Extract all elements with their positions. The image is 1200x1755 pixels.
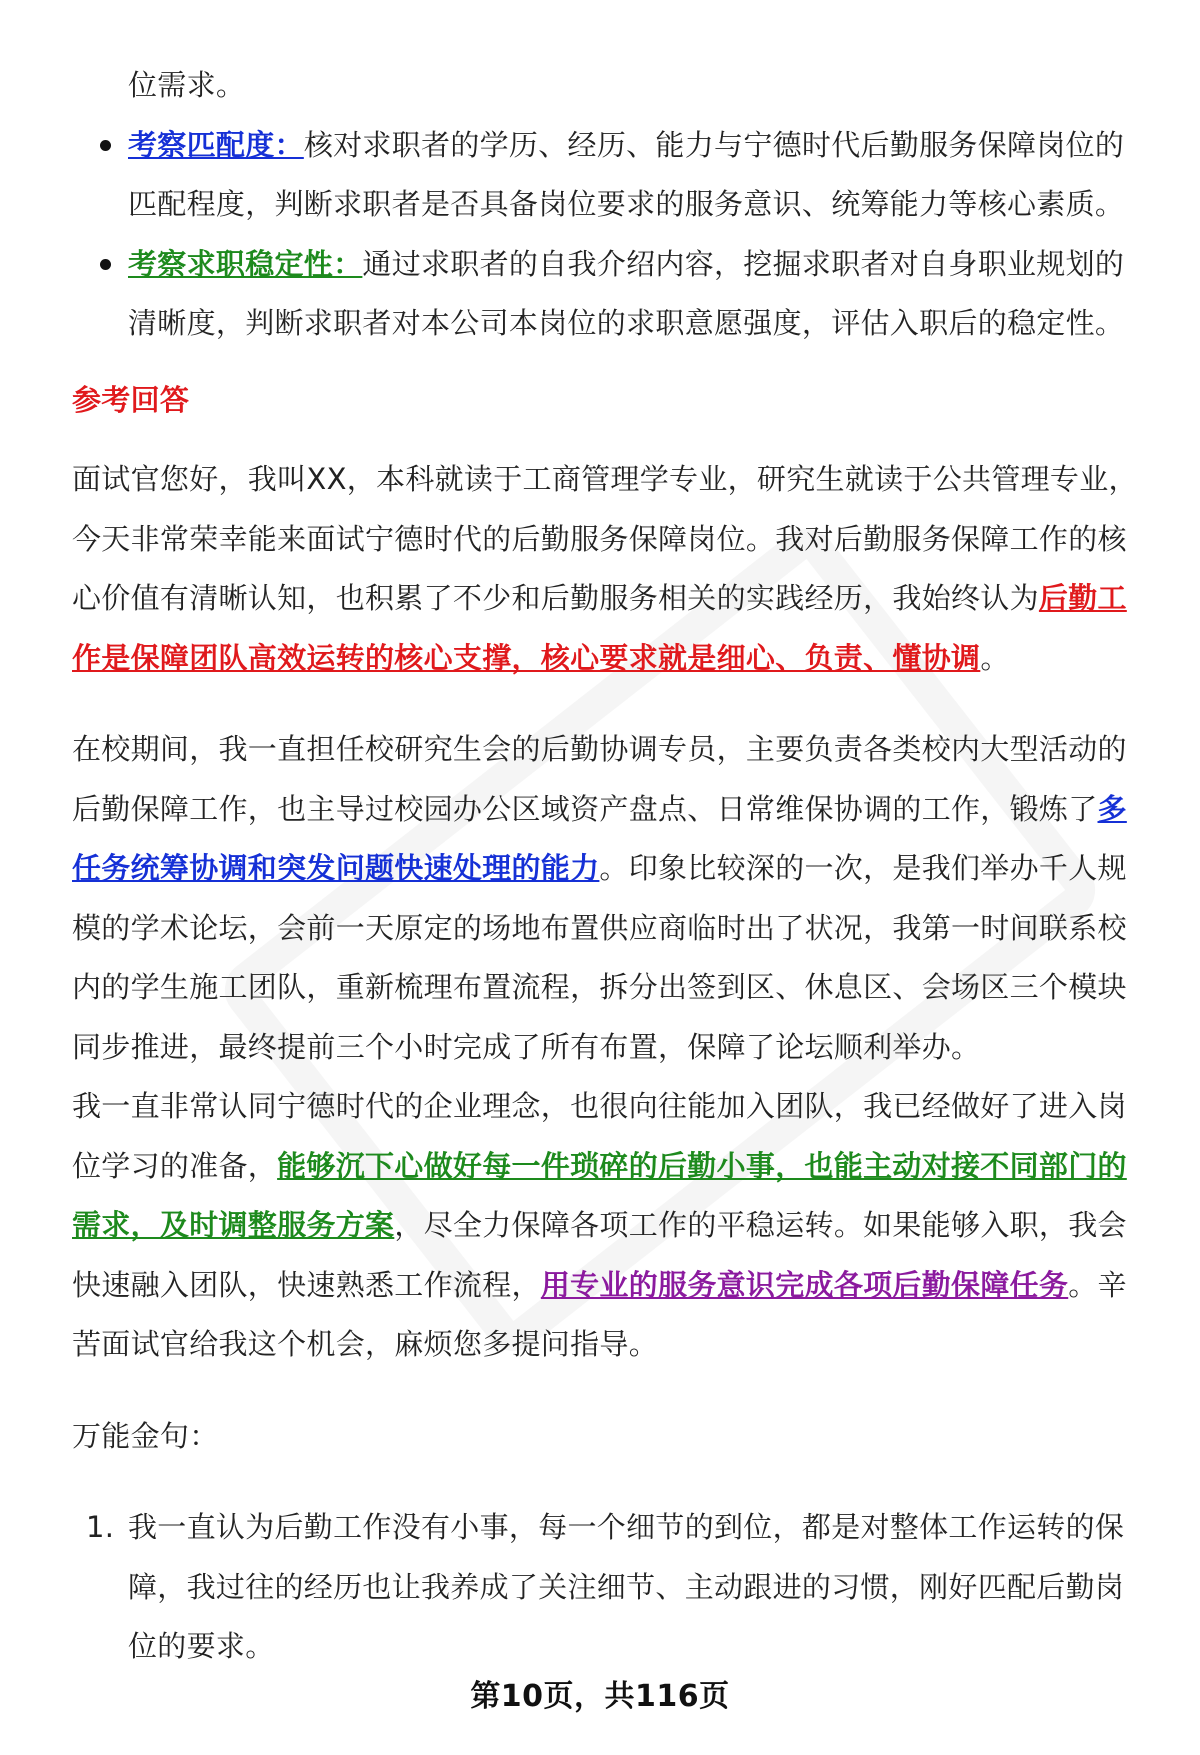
item-text: 我一直认为后勤工作没有小事，每一个细节的到位，都是对整体工作运转的保障，我过往的经历也让我养成了关注细节、主动跟进的习惯，刚好匹配后勤岗位的要求。 [128, 1510, 1125, 1663]
paragraph-text: 我一直非常认同宁德时代的企业理念，也很向往能加入团队，我已经做好了进入岗位学习的准备， [72, 1089, 1127, 1183]
paragraph-text: 在校期间，我一直担任校研究生会的后勤协调专员，主要负责各类校内大型活动的后勤保障工作，也主导过校园办公区域资产盘点、日常维保协调的工作，锻炼了 [72, 732, 1127, 826]
golden-sentences-title: 万能金句： [72, 1418, 219, 1453]
page-footer: 第10页，共116页 [470, 1679, 730, 1714]
bullet-keyword: 考察匹配度： [128, 127, 304, 162]
exam-points-list [72, 116, 1150, 354]
highlight-red: 后勤工作是保障团队高效运转的核心支撑，核心要求就是细心、负责、懂协调 [72, 581, 1127, 675]
page-content [72, 56, 1150, 1677]
list-item [72, 235, 1150, 354]
answer-paragraph-1 [72, 450, 1150, 688]
golden-sentence-item [72, 1498, 1150, 1677]
bullet-icon [100, 140, 111, 151]
bullet-keyword: 考察求职稳定性： [128, 246, 363, 281]
paragraph-mid: ，尽全力保障各项工作的平稳运转。如果能够入职，我会快速融入团队，快速熟悉工作流程， [72, 1208, 1127, 1302]
section-title: 参考回答 [72, 382, 190, 417]
paragraph-tail: 。辛苦面试官给我这个机会，麻烦您多提问指导。 [72, 1267, 1127, 1361]
item-number: 1. [86, 1510, 115, 1544]
highlight-purple: 用专业的服务意识完成各项后勤保障任务 [540, 1267, 1069, 1302]
paragraph-text: 面试官您好，我叫XX，本科就读于工商管理学专业，研究生就读于公共管理专业，今天非常荣幸能来面试宁德时代的后勤服务保障岗位。我对后勤服务保障工作的核心价值有清晰认知，也积累了不少和后勤服务相关的实践经历，我始终认为 [72, 462, 1138, 615]
intro-tail: 位需求。 [128, 68, 246, 102]
list-item [72, 116, 1150, 235]
bullet-icon [100, 259, 111, 270]
paragraph-tail: 。 [980, 640, 1010, 675]
bullet-text: 通过求职者的自我介绍内容，挖掘求职者对自身职业规划的清晰度，判断求职者对本公司本岗位的求职意愿强度，评估入职后的稳定性。 [128, 246, 1125, 340]
highlight-green: 能够沉下心做好每一件琐碎的后勤小事，也能主动对接不同部门的需求，及时调整服务方案 [72, 1148, 1127, 1242]
answer-paragraph-3 [72, 1077, 1150, 1375]
highlight-blue: 多任务统筹协调和突发问题快速处理的能力 [72, 791, 1127, 885]
answer-paragraph-2 [72, 720, 1150, 1077]
paragraph-tail: 。印象比较深的一次，是我们举办千人规模的学术论坛，会前一天原定的场地布置供应商临时出了状况，我第一时间联系校内的学生施工团队，重新梳理布置流程，拆分出签到区、休息区、会场区三个模块同步推进，最终提前三个小时完成了所有布置，保障了论坛顺利举办。 [72, 851, 1127, 1064]
bullet-text: 核对求职者的学历、经历、能力与宁德时代后勤服务保障岗位的匹配程度，判断求职者是否具备岗位要求的服务意识、统筹能力等核心素质。 [128, 127, 1125, 221]
